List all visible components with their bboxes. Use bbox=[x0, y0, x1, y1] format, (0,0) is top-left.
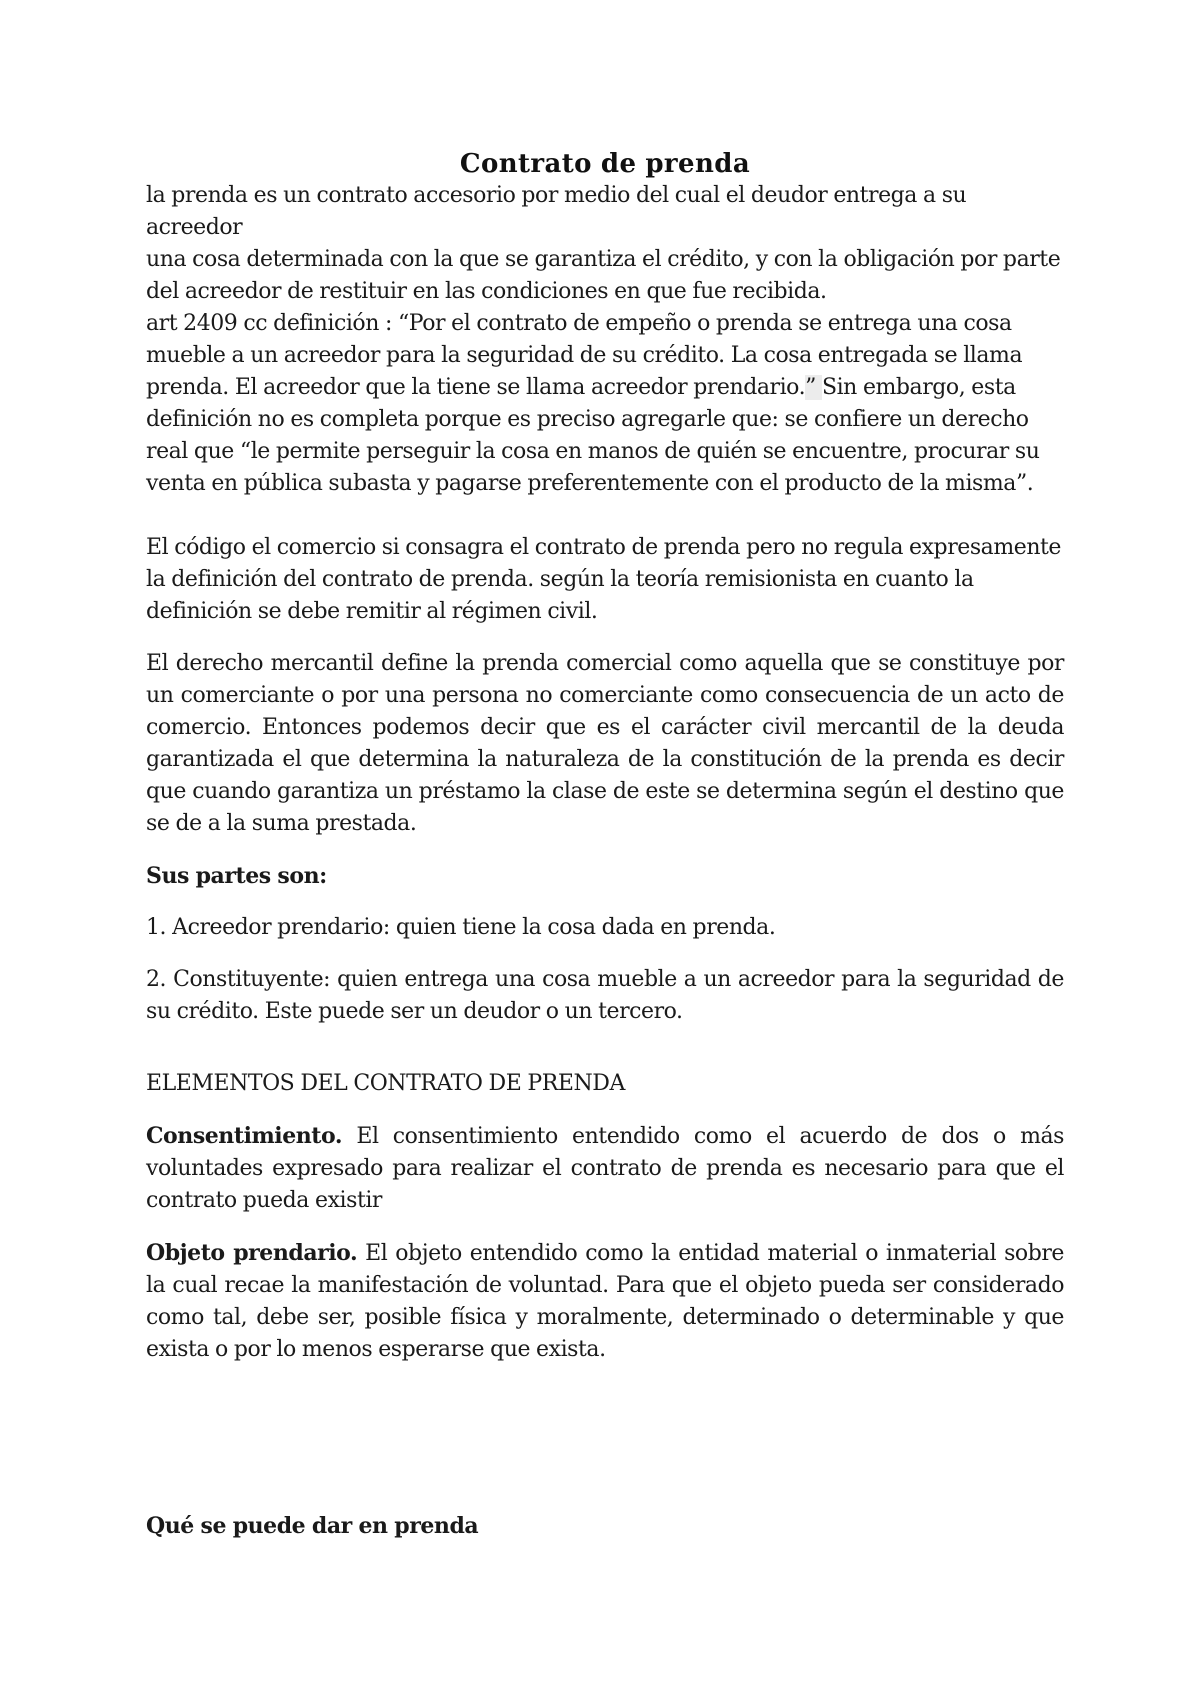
intro-line bbox=[146, 372, 1064, 404]
partes-item-acreedor: 1. Acreedor prendario: quien tiene la cosa dada en prenda. bbox=[146, 915, 776, 940]
consentimiento-label: Consentimiento. bbox=[146, 1123, 343, 1149]
intro-line: real que “le permite perseguir la cosa en manos de quién se encuentre, procurar su bbox=[146, 439, 1040, 464]
intro-line: venta en pública subasta y pagarse preferentemente con el producto de la misma”. bbox=[146, 471, 1034, 496]
que-se-puede-heading: Qué se puede dar en prenda bbox=[146, 1513, 479, 1539]
intro-line: art 2409 cc definición : “Por el contrato de empeño o prenda se entrega una cosa bbox=[146, 311, 1012, 336]
comercio-line: definición se debe remitir al régimen civil. bbox=[146, 599, 598, 624]
intro-line: definición no es completa porque es preciso agregarle que: se confiere un derecho bbox=[146, 407, 1029, 432]
intro-paragraph bbox=[146, 180, 1064, 500]
comercio-line: la definición del contrato de prenda. según la teoría remisionista en cuanto la bbox=[146, 567, 974, 592]
partes-item-constituyente: 2. Constituyente: quien entrega una cosa mueble a un acreedor para la seguridad de su crédito. Este puede ser un deudor o un tercero. bbox=[146, 967, 1064, 1024]
intro-line: del acreedor de restituir en las condiciones en que fue recibida. bbox=[146, 279, 827, 304]
highlighted-quote: ” bbox=[805, 375, 822, 400]
intro-line: una cosa determinada con la que se garantiza el crédito, y con la obligación por parte bbox=[146, 247, 1061, 272]
elementos-heading: ELEMENTOS DEL CONTRATO DE PRENDA bbox=[146, 1071, 625, 1096]
intro-sin-embargo: Sin embargo, esta bbox=[821, 375, 1016, 400]
comercio-line: El código el comercio si consagra el contrato de prenda pero no regula expresamente bbox=[146, 535, 1061, 560]
intro-line: la prenda es un contrato accesorio por medio del cual el deudor entrega a su acreedor bbox=[146, 183, 967, 240]
document-body bbox=[146, 140, 1064, 1542]
partes-heading: Sus partes son: bbox=[146, 863, 327, 889]
objeto-text: El objeto entendido como la entidad material o inmaterial sobre la cual recae la manifestación de voluntad. Para que el objeto pueda ser considerado como tal, debe ser, posible física y moralmente, determinado o determinable y que exista o por lo menos esperarse que exista. bbox=[146, 1241, 1064, 1362]
objeto-paragraph bbox=[146, 1237, 1064, 1366]
intro-quote-end: prenda. El acreedor que la tiene se llama acreedor prendario. bbox=[146, 375, 806, 400]
objeto-label: Objeto prendario. bbox=[146, 1240, 358, 1266]
document-title: Contrato de prenda bbox=[459, 149, 751, 179]
intro-line: mueble a un acreedor para la seguridad de su crédito. La cosa entregada se llama bbox=[146, 343, 1023, 368]
derecho-mercantil-paragraph: El derecho mercantil define la prenda comercial como aquella que se constituye por un comerciante o por una persona no comerciante como consecuencia de un acto de comercio. Entonces podemos decir que es el carácter civil mercantil de la deuda garantizada el que determina la naturaleza de la constitución de la prenda es decir que cuando garantiza un préstamo la clase de este se determina según el destino que se de a la suma prestada. bbox=[146, 651, 1064, 836]
codigo-comercio-paragraph bbox=[146, 532, 1064, 628]
consentimiento-text: El consentimiento entendido como el acuerdo de dos o más voluntades expresado para realizar el contrato de prenda es necesario para que el contrato pueda existir bbox=[146, 1124, 1064, 1213]
consentimiento-paragraph bbox=[146, 1120, 1064, 1217]
